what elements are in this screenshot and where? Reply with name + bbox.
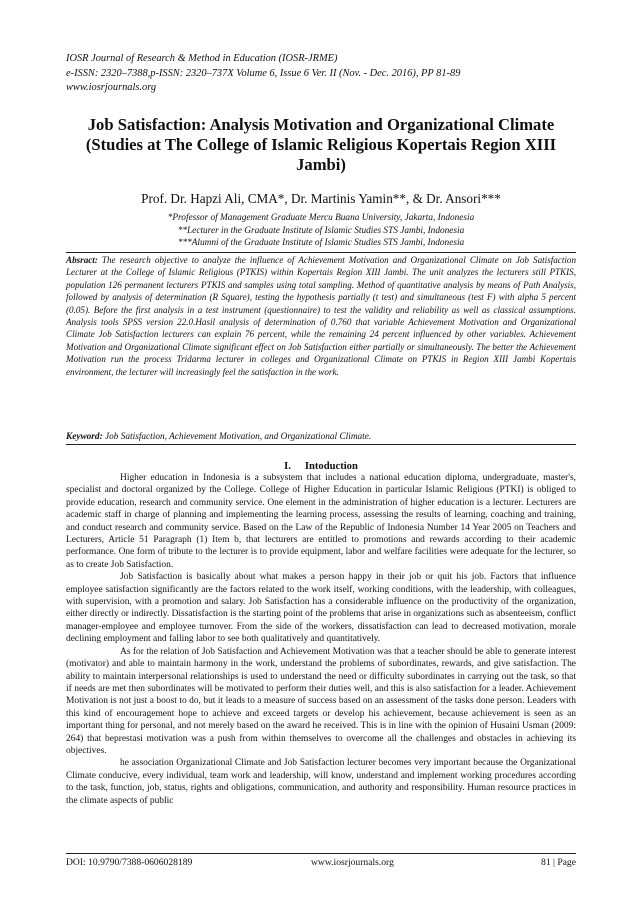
paragraph: he association Organizational Climate and Job Satisfaction lecturer becomes very important because the Organizational Climate conducive, every individual, team work and leadership, will know, understand and implement working procedures according to the task, function, job, status, rights and obligations, communication, and authority and responsibility. Human resource practices in the climate aspects of public (66, 758, 576, 806)
body-text (66, 472, 576, 807)
author-list: Prof. Dr. Hapzi Ali, CMA*, Dr. Martinis Yamin**, & Dr. Ansori*** (141, 191, 501, 206)
paragraph: Higher education in Indonesia is a subsystem that includes a national education diploma, undergraduate, master's, specialist and doctoral organized by the College. College of Higher Education in particular Islamic Religious (PTKI) is obliged to provide education, research and community service. One element in the administration of higher education is a lecturer. Lecturers are academic staff in charge of planning and implementing the learning process, assessing the results of learning, coaching and training, and conduct research and community service. Based on the Law of the Republic of Indonesia Number 14 Year 2005 on Teachers and Lecturers, Article 51 Paragraph (1) Item b, that lecturers are entitled to promotions and rewards according to their academic performance. One form of tribute to the lecturer is to provide equipment, labor and welfare facilities were adequate for the lecturer, so as to create Job Satisfaction. (66, 473, 576, 570)
footer-rule (66, 853, 576, 854)
paragraph: Job Satisfaction is basically about what makes a person happy in their job or quit his job. Factors that influence employee satisfaction significantly are the factors related to the work itself, working conditions, with the leadership, with colleagues, with supervision, with a promotion and salary. Job Satisfaction has a considerable influence on the productivity of the organization, either directly or indirectly. Dissatisfaction is the starting point of the problems that arise in organizations such as absenteeism, conflict manager-employee and employee turnover. From the side of the workers, dissatisfaction can lead to decreased motivation, morale declining employment and falling labor to see both qualitatively and quantitatively. (66, 572, 576, 645)
journal-name: IOSR Journal of Research & Method in Education (IOSR-JRME) (66, 53, 338, 64)
footer-doi: DOI: 10.9790/7388-0606028189 (66, 857, 193, 868)
journal-website: www.iosrjournals.org (66, 82, 157, 94)
affiliation-2: **Lecturer in the Graduate Institute of Islamic Studies STS Jambi, Indonesia (177, 225, 465, 236)
affiliation-3: ***Alumni of the Graduate Institute of Islamic Studies STS Jambi, Indonesia (177, 238, 465, 249)
affiliations (66, 212, 576, 250)
abstract (66, 254, 576, 378)
section-title: Intoduction (304, 461, 358, 472)
journal-header (66, 52, 586, 96)
keywords (66, 431, 576, 443)
abstract-text: The research objective to analyze the influence of Achievement Motivation and Organizational Climate on Job Satisfaction Lecturer at the College of Islamic Religious (PTKIS) within Kopertais Region XIII Jambi. The unit analyzes the lecturers still PTKIS, population 126 permanent lecturers PTKIS and samples using total sampling. Method of quantitative analysis by means of Path Analysis, followed by analysis of determination (R Square), testing the hypothesis partially (t test) and simultaneous (test F) with alpha 5 percent (0.05). Before the first analysis in a test instrument (questionnaire) to test the validity and reliability as well as classical assumptions. Analysis tools SPSS version 22.0.Hasil analysis of determination of 0.760 that variable Achievement Motivation and Organizational Climate Job Satisfaction lecturers can explain 76 percent, while the remaining 24 percent influenced by other variables. Achievement Motivation and Organizational Climate significant effect on Job Satisfaction either partially or simultaneously. The better the Achievement Motivation run the process Tridarma lecturer in colleges and Organizational Climate on PTKIS in Region XIII Jambi Kopertais environment, the lecturer will increasingly feel the satisfaction in the work. (66, 255, 576, 377)
affiliation-1: *Professor of Management Graduate Mercu Buana University, Jakarta, Indonesia (167, 213, 475, 223)
abstract-label: Absract: (66, 255, 98, 265)
paragraph: As for the relation of Job Satisfaction and Achievement Motivation was that a teacher should be able to generate interest (motivator) and able to maintain harmony in the work, understand the problems of subordinates, rewards, and give satisfaction. The ability to maintain interpersonal relationships is used to understand the need or difficulty subordinates in carrying out the task, so that if needs are met then subordinates will be motivated to perform their duties well, and this is also satisfaction for a leader. Achievement Motivation is not just a boost to do, but it leads to a measure of success based on an assessment of the tasks done person. Leaders with this kind of encouragement hope to achieve and exceed targets or develop his achievement, because achievement is seen as an important thing for personal, and not merely based on the award he received. This is in line with the opinion of Husaini Usman (2009: 264) that beprestasi motivation was a push from within themselves to overcome all the challenges and obstacles in achieving its objectives. (66, 646, 576, 756)
section-number: I. (284, 461, 291, 472)
abstract-top-rule (66, 252, 576, 253)
keywords-label: Keyword: (66, 432, 103, 442)
journal-issn: e-ISSN: 2320–7388,p-ISSN: 2320–737X Volume 6, Issue 6 Ver. II (Nov. - Dec. 2016), PP 81-89 (66, 67, 461, 79)
footer-website: www.iosrjournals.org (311, 857, 394, 868)
keywords-text: Job Satisfaction, Achievement Motivation, and Organizational Climate. (105, 432, 372, 442)
paper-title: Job Satisfaction: Analysis Motivation and Organizational Climate (Studies at The College of Islamic Religious Kopertais Region XIII Jambi) (85, 115, 557, 174)
footer-page-number: 81 | Page (541, 857, 576, 868)
abstract-bottom-rule (66, 444, 576, 445)
